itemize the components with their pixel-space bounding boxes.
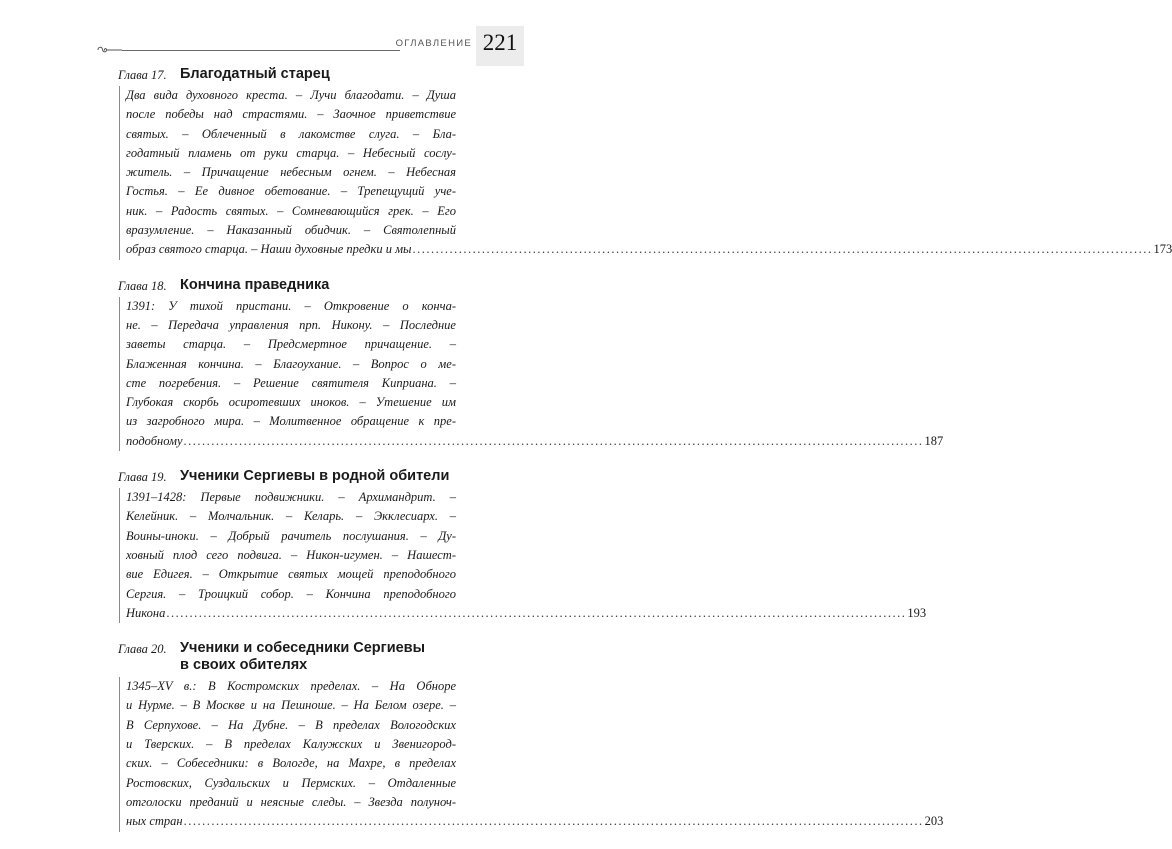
page-number: 221 (482, 30, 518, 55)
chapter-title-line: в своих обителях (180, 657, 308, 674)
contents-line: Келейник. – Молчальник. – Келарь. – Экклесиарх. – (126, 509, 456, 524)
contents-line: Блаженная кончина. – Благоухание. – Вопрос о ме- (126, 356, 456, 371)
contents-line-end: образ святого старца. – Наши духовные предки и мы (126, 242, 412, 257)
contents-line: Два вида духовного креста. – Лучи благодати. – Душа (126, 88, 456, 102)
chapter-contents (119, 677, 944, 831)
chapter-title (180, 468, 449, 485)
contents-last-line (126, 432, 944, 451)
chapter-title-line: Кончина праведника (180, 276, 330, 293)
contents-line: Сергия. – Троицкий собор. – Кончина преподобного (126, 586, 456, 601)
contents-line: В Серпухове. – На Дубне. – В пределах Вологодских (126, 717, 456, 732)
toc-chapter (118, 468, 927, 623)
chapter-title (180, 277, 329, 294)
contents-line: 1391–1428: Первые подвижники. – Архимандрит. – (126, 490, 456, 505)
chapter-heading (118, 468, 456, 485)
dot-leader: ................................................................................................................................................................ (183, 433, 924, 448)
contents-line: святых. – Облеченный в лакомстве слуга. – Бла- (126, 126, 456, 141)
contents-line: отголоски преданий и неясные следы. – Звезда полуноч- (126, 794, 456, 809)
chapter-page-number: 203 (924, 814, 944, 829)
contents-last-line (126, 604, 927, 623)
chapter-page-number: 173 (1153, 242, 1172, 257)
chapter-label: Глава 18. (118, 278, 167, 293)
chapter-page-number: 193 (907, 605, 927, 620)
contents-line-end: подобному (126, 433, 183, 448)
contents-line: годатный пламень от руки старца. – Небесный сослу- (126, 145, 456, 160)
contents-line: ник. – Радость святых. – Сомневающийся грек. – Его (126, 203, 456, 218)
chapter-title-line: Ученики Сергиевы в родной обители (180, 468, 450, 485)
table-of-contents (118, 66, 1172, 849)
chapter-title (180, 66, 330, 83)
contents-line: житель. – Причащение небесным огнем. – Небесная (126, 165, 456, 180)
chapter-heading (118, 277, 456, 294)
chapter-page-number: 187 (924, 433, 944, 448)
contents-line: Глубокая скорбь осиротевших иноков. – Утешение им (126, 395, 456, 410)
chapter-contents (119, 86, 1172, 260)
contents-line: сте погребения. – Решение святителя Киприана. – (126, 375, 456, 390)
toc-chapter (118, 66, 1172, 260)
header-rule (122, 50, 400, 51)
contents-line: 1391: У тихой пристани. – Откровение о конча- (126, 298, 456, 313)
toc-chapter (118, 640, 944, 831)
page-header (0, 0, 600, 70)
chapter-heading (118, 66, 456, 83)
contents-last-line (126, 240, 1172, 259)
contents-line: Ростовских, Суздальских и Пермских. – Отдаленные (126, 775, 456, 790)
contents-line: заветы старца. – Предсмертное причащение. – (126, 337, 456, 352)
contents-line-end: Никона (126, 605, 166, 620)
contents-line: ских. – Собеседники: в Вологде, на Махре, в пределах (126, 756, 456, 771)
contents-line: Гостья. – Ее дивное обетование. – Трепещущий уче- (126, 184, 456, 199)
contents-line: вие Едигея. – Открытие святых мощей преподобного (126, 567, 456, 582)
section-label: ОГЛАВЛЕНИЕ (395, 38, 472, 49)
chapter-title (180, 640, 425, 674)
contents-line: и Тверских. – В пределах Калужских и Звенигород- (126, 737, 456, 752)
contents-last-line (126, 812, 944, 831)
chapter-label: Глава 19. (118, 470, 167, 485)
contents-line: не. – Передача управления прп. Никону. – Последние (126, 317, 456, 332)
contents-line: ховный плод сего подвига. – Никон-игумен. – Нашест- (126, 547, 456, 562)
contents-line: после победы над страстями. – Заочное приветствие (126, 107, 456, 122)
dot-leader: ................................................................................................................................................................ (183, 814, 924, 829)
contents-line: из загробного мира. – Молитвенное обращение к пре- (126, 414, 456, 429)
contents-line: Воины-иноки. – Добрый рачитель послушания. – Ду- (126, 528, 456, 543)
chapter-label: Глава 17. (118, 68, 167, 82)
contents-line-end: ных стран (126, 814, 183, 829)
dot-leader: ................................................................................................................................................................ (412, 242, 1153, 257)
chapter-contents (119, 488, 927, 623)
chapter-label: Глава 20. (118, 642, 167, 657)
contents-line: вразумление. – Наказанный обидчик. – Святолепный (126, 223, 456, 238)
chapter-heading (118, 640, 456, 674)
chapter-contents (119, 297, 944, 451)
dot-leader: ................................................................................................................................................................ (166, 605, 907, 620)
toc-chapter (118, 276, 944, 451)
contents-line: и Нурме. – В Москве и на Пешноше. – На Белом озере. – (126, 698, 456, 713)
chapter-title-line: Благодатный старец (180, 66, 330, 82)
chapter-title-line: Ученики и собеседники Сергиевы (180, 640, 425, 657)
contents-line: 1345–XV в.: В Костромских пределах. – На Обноре (126, 679, 456, 694)
flourish-ornament-icon (96, 45, 122, 55)
